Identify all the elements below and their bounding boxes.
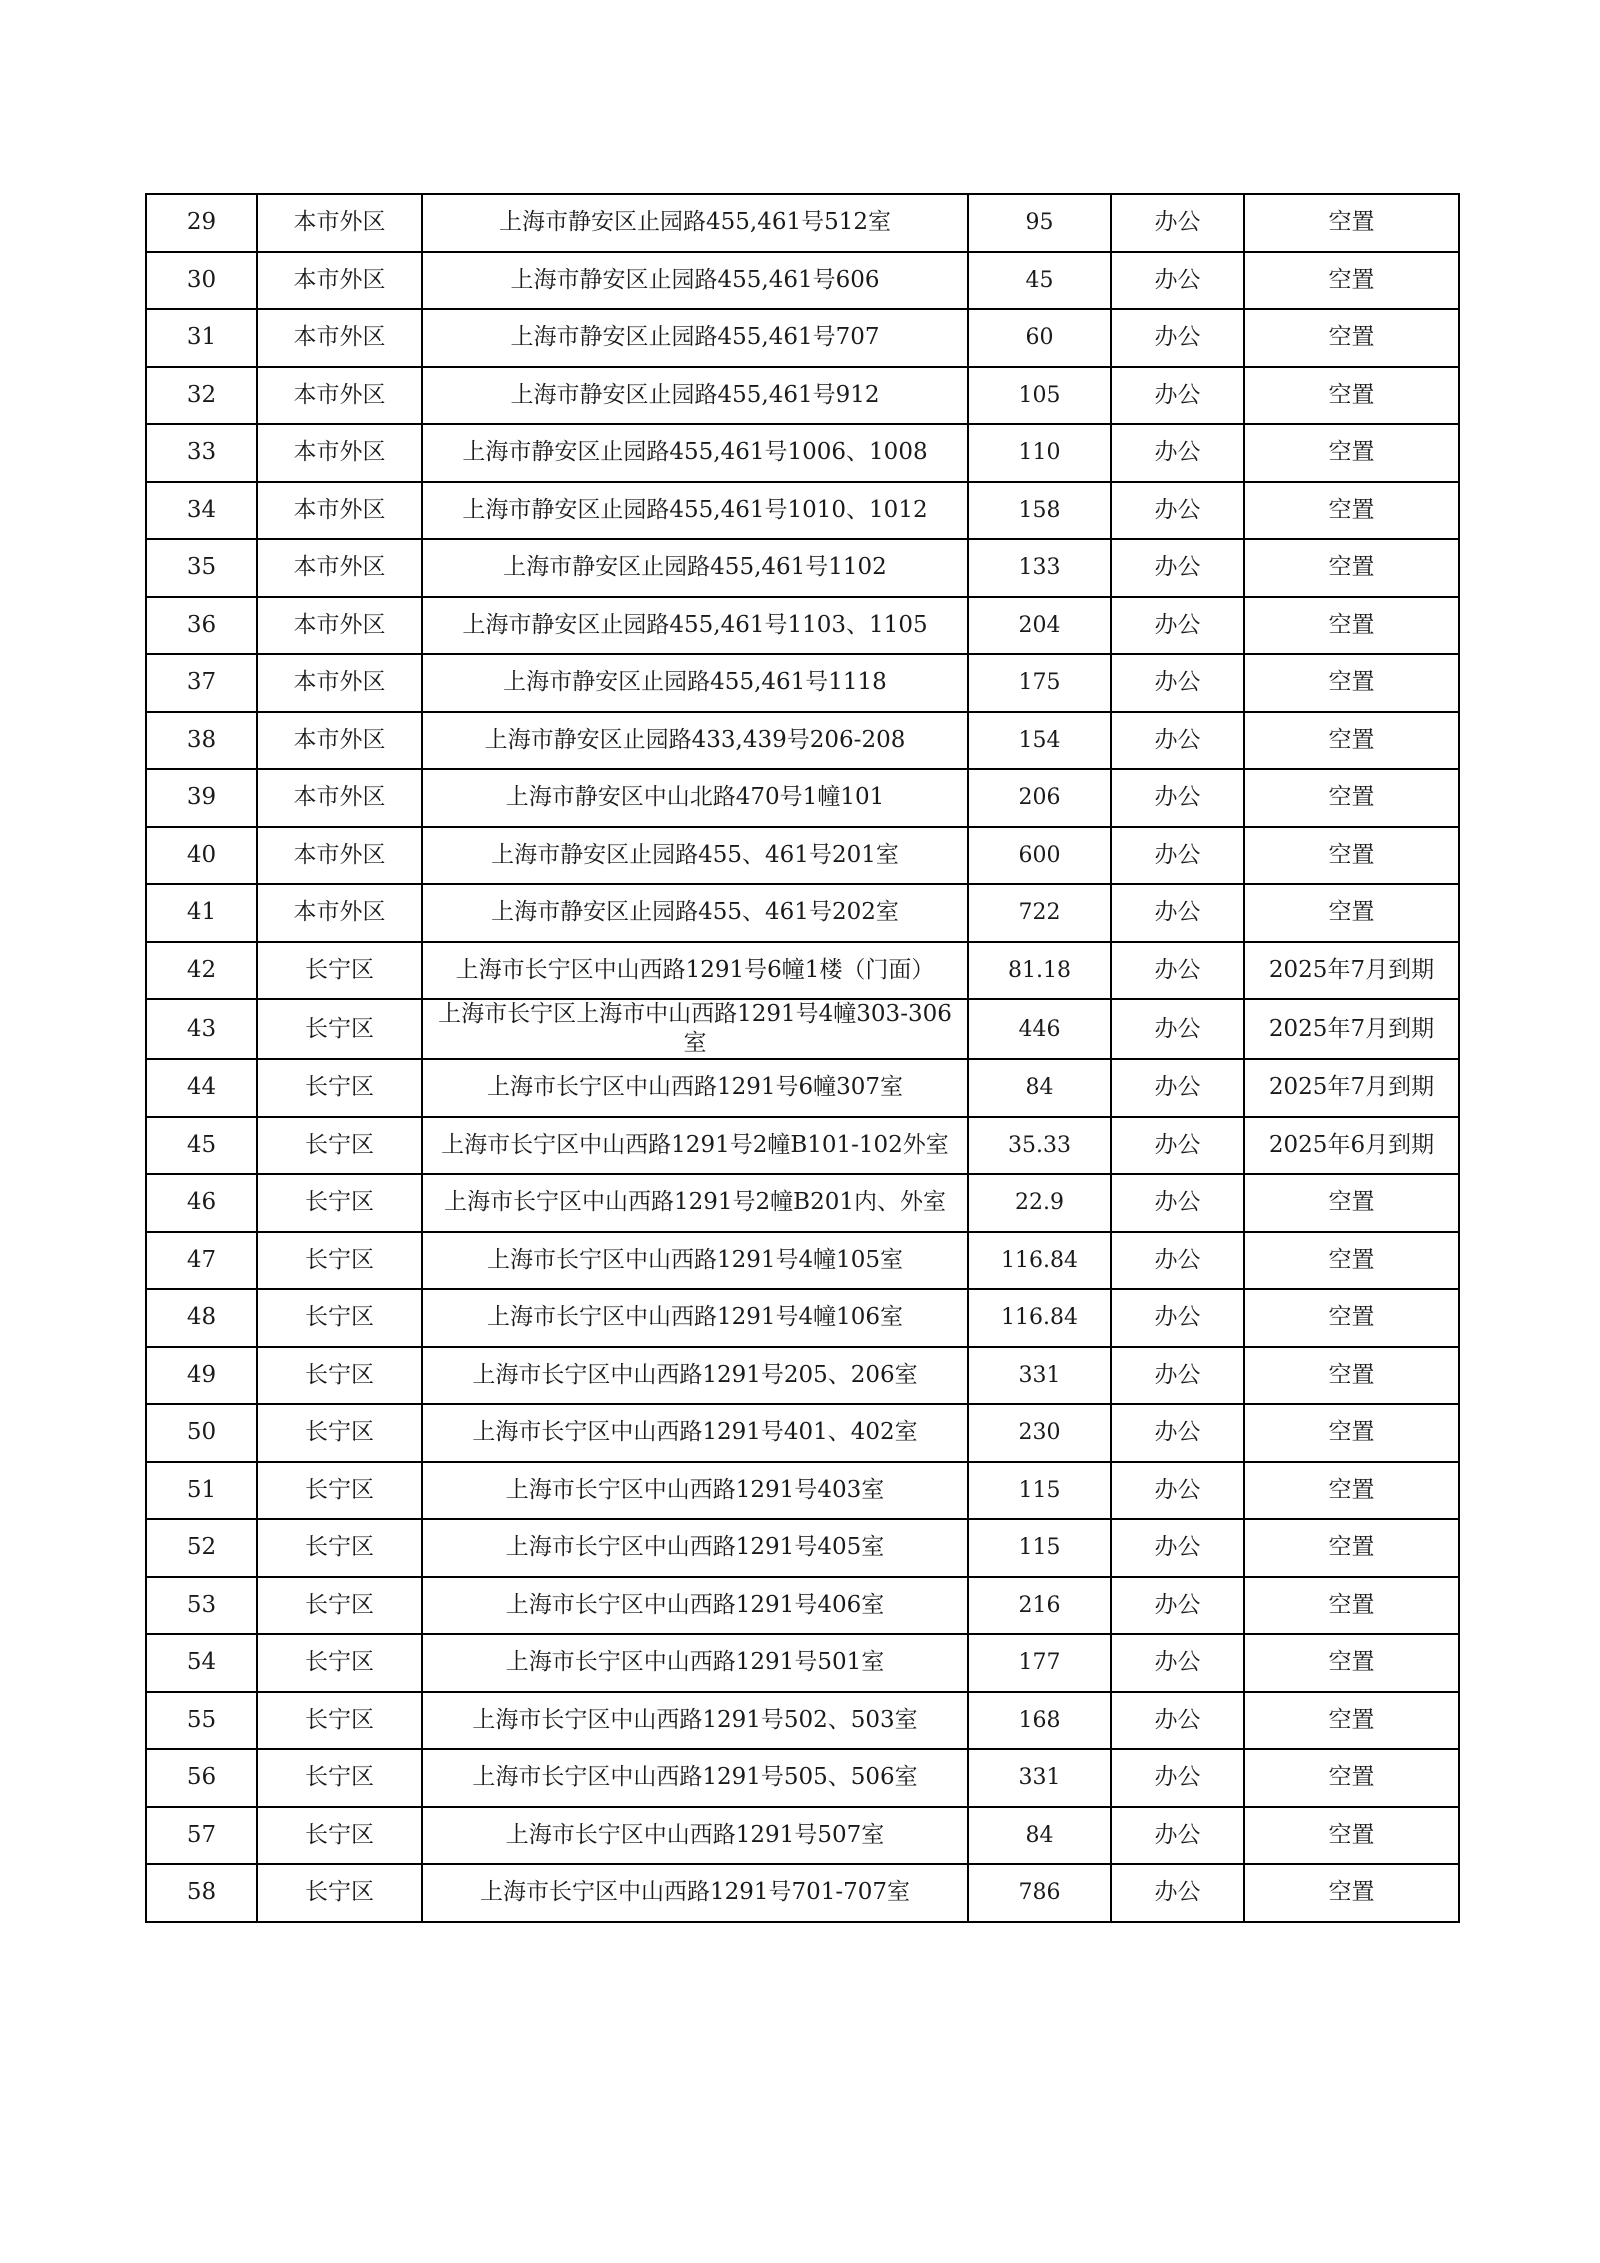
cell-address: 上海市长宁区中山西路1291号502、503室: [422, 1692, 968, 1750]
cell-usage: 办公: [1111, 1117, 1244, 1175]
cell-usage: 办公: [1111, 367, 1244, 425]
cell-district: 长宁区: [257, 1462, 422, 1520]
cell-status: 空置: [1244, 1347, 1459, 1405]
cell-address: 上海市长宁区中山西路1291号6幢307室: [422, 1059, 968, 1117]
cell-district: 本市外区: [257, 769, 422, 827]
cell-row-number: 35: [146, 539, 257, 597]
cell-row-number: 52: [146, 1519, 257, 1577]
cell-usage: 办公: [1111, 482, 1244, 540]
cell-row-number: 42: [146, 942, 257, 1000]
cell-area: 115: [968, 1519, 1111, 1577]
cell-status: 空置: [1244, 1232, 1459, 1290]
cell-usage: 办公: [1111, 597, 1244, 655]
cell-area: 230: [968, 1404, 1111, 1462]
cell-row-number: 45: [146, 1117, 257, 1175]
cell-address: 上海市长宁区中山西路1291号2幢B201内、外室: [422, 1174, 968, 1232]
cell-usage: 办公: [1111, 1232, 1244, 1290]
table-body: [146, 194, 1459, 1922]
cell-area: 600: [968, 827, 1111, 885]
cell-district: 长宁区: [257, 1577, 422, 1635]
cell-district: 长宁区: [257, 1347, 422, 1405]
cell-district: 长宁区: [257, 1864, 422, 1922]
cell-area: 722: [968, 884, 1111, 942]
cell-district: 长宁区: [257, 1692, 422, 1750]
cell-address: 上海市静安区止园路455,461号707: [422, 309, 968, 367]
cell-row-number: 29: [146, 194, 257, 252]
cell-status: 空置: [1244, 1519, 1459, 1577]
cell-address: 上海市静安区止园路455、461号201室: [422, 827, 968, 885]
cell-row-number: 53: [146, 1577, 257, 1635]
cell-row-number: 58: [146, 1864, 257, 1922]
cell-status: 空置: [1244, 1692, 1459, 1750]
table-row: [146, 1462, 1459, 1520]
cell-usage: 办公: [1111, 1749, 1244, 1807]
cell-row-number: 46: [146, 1174, 257, 1232]
cell-address: 上海市长宁区中山西路1291号405室: [422, 1519, 968, 1577]
cell-district: 长宁区: [257, 1634, 422, 1692]
cell-area: 110: [968, 424, 1111, 482]
cell-address: 上海市长宁区中山西路1291号4幢106室: [422, 1289, 968, 1347]
table-row: [146, 1404, 1459, 1462]
cell-row-number: 47: [146, 1232, 257, 1290]
cell-district: 长宁区: [257, 942, 422, 1000]
cell-address: 上海市长宁区中山西路1291号403室: [422, 1462, 968, 1520]
cell-usage: 办公: [1111, 1519, 1244, 1577]
cell-status: 空置: [1244, 654, 1459, 712]
cell-area: 133: [968, 539, 1111, 597]
cell-row-number: 31: [146, 309, 257, 367]
cell-usage: 办公: [1111, 309, 1244, 367]
cell-area: 786: [968, 1864, 1111, 1922]
cell-area: 84: [968, 1807, 1111, 1865]
cell-usage: 办公: [1111, 1347, 1244, 1405]
cell-area: 206: [968, 769, 1111, 827]
cell-area: 168: [968, 1692, 1111, 1750]
cell-row-number: 43: [146, 999, 257, 1059]
cell-status: 2025年6月到期: [1244, 1117, 1459, 1175]
cell-address: 上海市长宁区中山西路1291号401、402室: [422, 1404, 968, 1462]
cell-usage: 办公: [1111, 1807, 1244, 1865]
cell-row-number: 50: [146, 1404, 257, 1462]
cell-area: 216: [968, 1577, 1111, 1635]
cell-usage: 办公: [1111, 194, 1244, 252]
table-row: [146, 1634, 1459, 1692]
cell-status: 空置: [1244, 309, 1459, 367]
cell-address: 上海市静安区止园路455,461号912: [422, 367, 968, 425]
cell-district: 本市外区: [257, 424, 422, 482]
cell-area: 60: [968, 309, 1111, 367]
cell-area: 154: [968, 712, 1111, 770]
cell-district: 本市外区: [257, 252, 422, 310]
table-row: [146, 1347, 1459, 1405]
cell-usage: 办公: [1111, 1404, 1244, 1462]
cell-address: 上海市长宁区中山西路1291号701-707室: [422, 1864, 968, 1922]
cell-usage: 办公: [1111, 1174, 1244, 1232]
cell-row-number: 57: [146, 1807, 257, 1865]
cell-address: 上海市静安区止园路455,461号1103、1105: [422, 597, 968, 655]
cell-usage: 办公: [1111, 1289, 1244, 1347]
cell-area: 177: [968, 1634, 1111, 1692]
cell-district: 本市外区: [257, 309, 422, 367]
cell-status: 2025年7月到期: [1244, 1059, 1459, 1117]
cell-address: 上海市长宁区中山西路1291号6幢1楼（门面）: [422, 942, 968, 1000]
cell-address: 上海市长宁区上海市中山西路1291号4幢303-306室: [422, 999, 968, 1059]
table-row: [146, 769, 1459, 827]
cell-area: 35.33: [968, 1117, 1111, 1175]
cell-status: 空置: [1244, 482, 1459, 540]
cell-row-number: 56: [146, 1749, 257, 1807]
cell-district: 本市外区: [257, 884, 422, 942]
cell-district: 长宁区: [257, 1519, 422, 1577]
cell-district: 长宁区: [257, 1117, 422, 1175]
cell-status: 空置: [1244, 1864, 1459, 1922]
cell-row-number: 49: [146, 1347, 257, 1405]
cell-usage: 办公: [1111, 1864, 1244, 1922]
cell-status: 空置: [1244, 1807, 1459, 1865]
table-row: [146, 1059, 1459, 1117]
cell-row-number: 34: [146, 482, 257, 540]
cell-area: 116.84: [968, 1232, 1111, 1290]
cell-address: 上海市长宁区中山西路1291号507室: [422, 1807, 968, 1865]
table-row: [146, 539, 1459, 597]
cell-status: 空置: [1244, 1404, 1459, 1462]
cell-district: 本市外区: [257, 194, 422, 252]
cell-row-number: 51: [146, 1462, 257, 1520]
table-row: [146, 1577, 1459, 1635]
cell-status: 空置: [1244, 424, 1459, 482]
cell-district: 长宁区: [257, 1174, 422, 1232]
cell-address: 上海市长宁区中山西路1291号406室: [422, 1577, 968, 1635]
cell-row-number: 33: [146, 424, 257, 482]
cell-status: 空置: [1244, 827, 1459, 885]
cell-usage: 办公: [1111, 654, 1244, 712]
cell-usage: 办公: [1111, 1059, 1244, 1117]
cell-status: 空置: [1244, 1174, 1459, 1232]
cell-status: 空置: [1244, 1634, 1459, 1692]
cell-address: 上海市静安区止园路455、461号202室: [422, 884, 968, 942]
cell-usage: 办公: [1111, 539, 1244, 597]
cell-area: 331: [968, 1347, 1111, 1405]
cell-usage: 办公: [1111, 1692, 1244, 1750]
table-row: [146, 999, 1459, 1059]
cell-district: 长宁区: [257, 1749, 422, 1807]
cell-address: 上海市长宁区中山西路1291号505、506室: [422, 1749, 968, 1807]
cell-row-number: 55: [146, 1692, 257, 1750]
table-row: [146, 712, 1459, 770]
cell-usage: 办公: [1111, 942, 1244, 1000]
cell-row-number: 37: [146, 654, 257, 712]
cell-row-number: 48: [146, 1289, 257, 1347]
cell-status: 空置: [1244, 367, 1459, 425]
table-row: [146, 194, 1459, 252]
cell-area: 175: [968, 654, 1111, 712]
cell-row-number: 39: [146, 769, 257, 827]
cell-address: 上海市静安区止园路455,461号512室: [422, 194, 968, 252]
property-table: [145, 193, 1460, 1923]
table-row: [146, 597, 1459, 655]
cell-address: 上海市静安区中山北路470号1幢101: [422, 769, 968, 827]
cell-row-number: 32: [146, 367, 257, 425]
cell-status: 空置: [1244, 539, 1459, 597]
cell-district: 本市外区: [257, 827, 422, 885]
cell-usage: 办公: [1111, 884, 1244, 942]
cell-address: 上海市静安区止园路455,461号1006、1008: [422, 424, 968, 482]
cell-status: 空置: [1244, 1749, 1459, 1807]
cell-area: 158: [968, 482, 1111, 540]
cell-district: 本市外区: [257, 539, 422, 597]
table-row: [146, 1289, 1459, 1347]
cell-area: 331: [968, 1749, 1111, 1807]
cell-district: 长宁区: [257, 999, 422, 1059]
cell-status: 空置: [1244, 1577, 1459, 1635]
cell-row-number: 40: [146, 827, 257, 885]
cell-area: 81.18: [968, 942, 1111, 1000]
cell-usage: 办公: [1111, 1577, 1244, 1635]
cell-status: 空置: [1244, 769, 1459, 827]
table-row: [146, 424, 1459, 482]
cell-usage: 办公: [1111, 1462, 1244, 1520]
table-row: [146, 1807, 1459, 1865]
cell-status: 空置: [1244, 1289, 1459, 1347]
cell-address: 上海市静安区止园路433,439号206-208: [422, 712, 968, 770]
cell-usage: 办公: [1111, 712, 1244, 770]
table-row: [146, 1864, 1459, 1922]
cell-area: 105: [968, 367, 1111, 425]
cell-row-number: 30: [146, 252, 257, 310]
cell-address: 上海市长宁区中山西路1291号4幢105室: [422, 1232, 968, 1290]
table-row: [146, 1117, 1459, 1175]
cell-address: 上海市静安区止园路455,461号1010、1012: [422, 482, 968, 540]
cell-usage: 办公: [1111, 999, 1244, 1059]
table-row: [146, 654, 1459, 712]
cell-area: 84: [968, 1059, 1111, 1117]
cell-area: 204: [968, 597, 1111, 655]
cell-address: 上海市静安区止园路455,461号606: [422, 252, 968, 310]
cell-area: 22.9: [968, 1174, 1111, 1232]
cell-area: 115: [968, 1462, 1111, 1520]
cell-status: 2025年7月到期: [1244, 999, 1459, 1059]
cell-row-number: 44: [146, 1059, 257, 1117]
cell-area: 45: [968, 252, 1111, 310]
table-row: [146, 1749, 1459, 1807]
cell-usage: 办公: [1111, 252, 1244, 310]
cell-district: 本市外区: [257, 712, 422, 770]
cell-status: 空置: [1244, 1462, 1459, 1520]
cell-row-number: 41: [146, 884, 257, 942]
cell-district: 本市外区: [257, 597, 422, 655]
cell-row-number: 38: [146, 712, 257, 770]
cell-area: 446: [968, 999, 1111, 1059]
cell-status: 空置: [1244, 597, 1459, 655]
table-row: [146, 1692, 1459, 1750]
cell-status: 2025年7月到期: [1244, 942, 1459, 1000]
cell-district: 长宁区: [257, 1059, 422, 1117]
cell-usage: 办公: [1111, 769, 1244, 827]
table-row: [146, 884, 1459, 942]
cell-district: 本市外区: [257, 482, 422, 540]
cell-address: 上海市长宁区中山西路1291号205、206室: [422, 1347, 968, 1405]
table-row: [146, 942, 1459, 1000]
cell-district: 本市外区: [257, 367, 422, 425]
cell-status: 空置: [1244, 884, 1459, 942]
cell-district: 本市外区: [257, 654, 422, 712]
cell-row-number: 36: [146, 597, 257, 655]
cell-district: 长宁区: [257, 1404, 422, 1462]
table-row: [146, 309, 1459, 367]
cell-address: 上海市静安区止园路455,461号1118: [422, 654, 968, 712]
cell-area: 116.84: [968, 1289, 1111, 1347]
table-row: [146, 482, 1459, 540]
table-row: [146, 1174, 1459, 1232]
cell-status: 空置: [1244, 194, 1459, 252]
cell-status: 空置: [1244, 712, 1459, 770]
table-row: [146, 1232, 1459, 1290]
cell-usage: 办公: [1111, 424, 1244, 482]
cell-area: 95: [968, 194, 1111, 252]
cell-district: 长宁区: [257, 1232, 422, 1290]
table-row: [146, 1519, 1459, 1577]
cell-address: 上海市静安区止园路455,461号1102: [422, 539, 968, 597]
cell-usage: 办公: [1111, 827, 1244, 885]
cell-address: 上海市长宁区中山西路1291号501室: [422, 1634, 968, 1692]
cell-row-number: 54: [146, 1634, 257, 1692]
cell-address: 上海市长宁区中山西路1291号2幢B101-102外室: [422, 1117, 968, 1175]
table-row: [146, 367, 1459, 425]
table-row: [146, 827, 1459, 885]
cell-status: 空置: [1244, 252, 1459, 310]
cell-usage: 办公: [1111, 1634, 1244, 1692]
cell-district: 长宁区: [257, 1289, 422, 1347]
cell-district: 长宁区: [257, 1807, 422, 1865]
table-row: [146, 252, 1459, 310]
